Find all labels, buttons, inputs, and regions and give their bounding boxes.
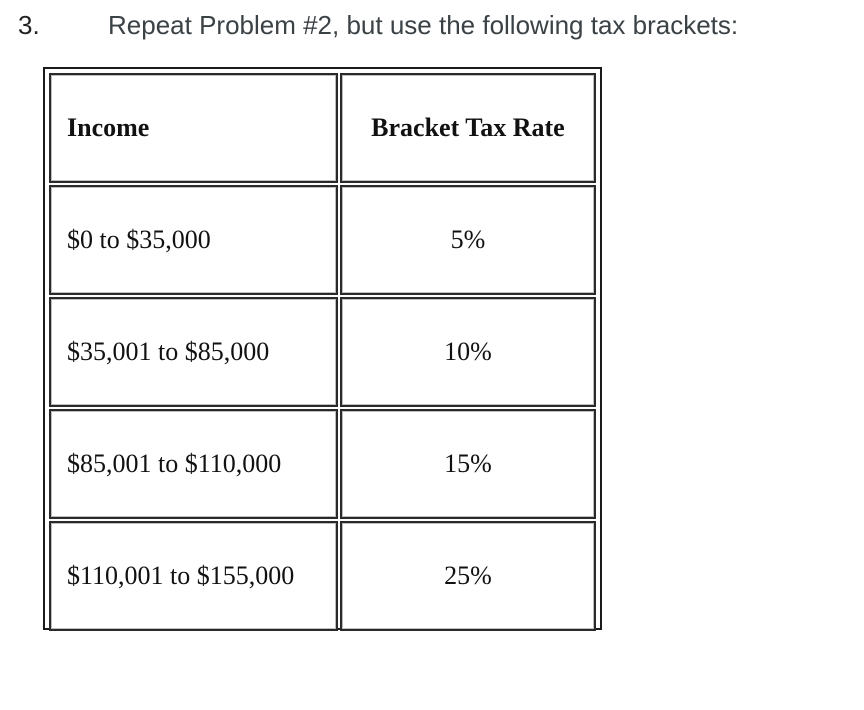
table-header-row: [49, 73, 596, 183]
table-row: [49, 297, 596, 407]
income-cell: $85,001 to $110,000: [49, 409, 338, 519]
tax-bracket-table: [47, 71, 598, 633]
income-cell: $35,001 to $85,000: [49, 297, 338, 407]
rate-cell: 5%: [340, 185, 596, 295]
rate-cell: 10%: [340, 297, 596, 407]
rate-cell: 25%: [340, 521, 596, 631]
problem-number: 3.: [18, 10, 40, 40]
table-row: [49, 409, 596, 519]
problem-statement: [0, 8, 864, 48]
problem-text: Repeat Problem #2, but use the following tax brackets:: [108, 10, 739, 40]
column-header-income: Income: [49, 73, 338, 183]
table-row: [49, 521, 596, 631]
rate-cell: 15%: [340, 409, 596, 519]
income-cell: $0 to $35,000: [49, 185, 338, 295]
table-row: [49, 185, 596, 295]
income-cell: $110,001 to $155,000: [49, 521, 338, 631]
column-header-rate: Bracket Tax Rate: [340, 73, 596, 183]
tax-bracket-table-frame: [43, 67, 602, 630]
